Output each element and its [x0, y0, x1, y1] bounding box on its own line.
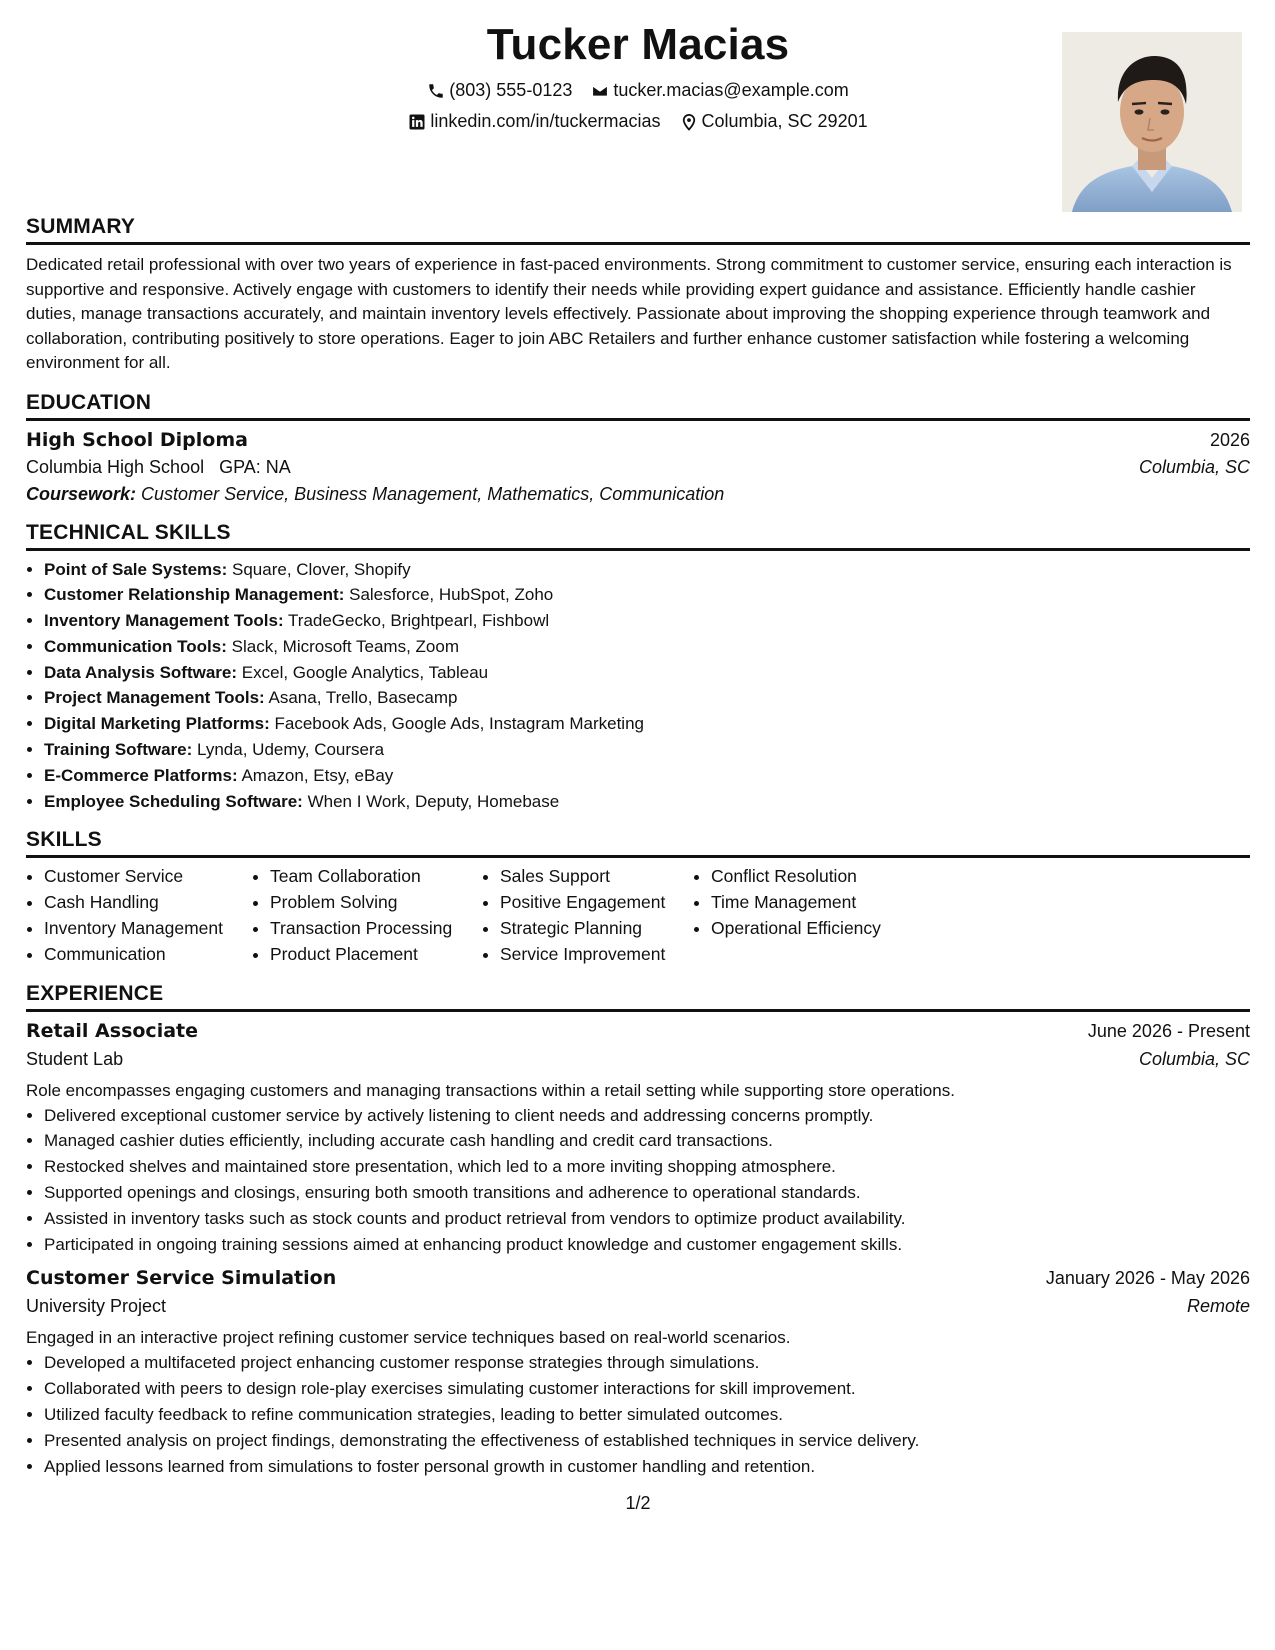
- list-item: • Developed a multifaceted project enhancing customer response strategies through simulations.: [44, 1350, 1250, 1376]
- job-entry: [26, 1020, 1250, 1258]
- job-description: Engaged in an interactive project refining customer service techniques based on real-world scenarios.: [26, 1328, 791, 1348]
- job-title: Retail Associate: [26, 1019, 199, 1042]
- list-item: [44, 737, 1250, 763]
- list-item: • Product Placement: [270, 942, 482, 968]
- list-item: • Inventory Management: [44, 916, 252, 942]
- job-org-row: [26, 1296, 1250, 1317]
- list-item: • Assisted in inventory tasks such as stock counts and product retrieval from vendors to optimize product availability.: [44, 1206, 1250, 1232]
- phone-icon: [427, 82, 445, 100]
- technical-skills-section: [26, 521, 1250, 815]
- job-org-row: [26, 1049, 1250, 1070]
- skill-label: E-Commerce Platforms:: [44, 765, 238, 785]
- skill-label: Employee Scheduling Software:: [44, 791, 303, 811]
- skills-column-1: [26, 864, 252, 967]
- skill-value: Excel, Google Analytics, Tableau: [241, 662, 489, 682]
- list-item: • Restocked shelves and maintained store presentation, which led to a more inviting shopping atmosphere.: [44, 1154, 1250, 1180]
- envelope-icon: [591, 82, 609, 100]
- list-item: [44, 608, 1250, 634]
- phone-text: (803) 555-0123: [449, 80, 573, 100]
- technical-skills-heading: TECHNICAL SKILLS: [26, 521, 1250, 551]
- skill-label: Training Software:: [44, 740, 193, 760]
- skill-label: Digital Marketing Platforms:: [44, 714, 270, 734]
- skill-label: Communication Tools:: [44, 636, 227, 656]
- coursework-label: Coursework:: [26, 483, 137, 504]
- list-item: • Collaborated with peers to design role-play exercises simulating customer interactions for skill improvement.: [44, 1376, 1250, 1402]
- list-item: • Communication: [44, 942, 252, 968]
- list-item: • Utilized faculty feedback to refine communication strategies, leading to better simulated outcomes.: [44, 1402, 1250, 1428]
- education-row-2: [26, 457, 1250, 478]
- graduation-year: 2026: [1209, 429, 1250, 450]
- summary-text: Dedicated retail professional with over two years of experience in fast-paced environments. Strong commitment to customer service, ensuring each interaction is supportive and responsive. Actively engage with customers to identify their needs while providing expert guidance and assistance. Efficiently handle cashier duties, manage transactions accurately, and maintain inventory levels effectively. Passionate about improving the shopping experience through teamwork and collaboration, contributing positively to store operations. Eager to join ABC Retailers and further enhance customer satisfaction while fostering a welcoming environment for all.: [26, 255, 1232, 372]
- list-item: • Delivered exceptional customer service by actively listening to client needs and addressing concerns promptly.: [44, 1103, 1250, 1129]
- candidate-name: Tucker Macias: [486, 20, 790, 69]
- job-title-row: [26, 1020, 1250, 1042]
- email-contact[interactable]: [591, 80, 848, 101]
- summary-heading: SUMMARY: [26, 215, 1250, 245]
- list-item: • Cash Handling: [44, 890, 252, 916]
- skill-value: Facebook Ads, Google Ads, Instagram Marketing: [274, 714, 644, 734]
- coursework-text: Customer Service, Business Management, Mathematics, Communication: [141, 483, 725, 504]
- profile-photo: [1062, 32, 1242, 212]
- list-item: [44, 789, 1250, 815]
- skill-value: Slack, Microsoft Teams, Zoom: [231, 636, 459, 656]
- list-item: • Positive Engagement: [500, 890, 693, 916]
- skill-value: Salesforce, HubSpot, Zoho: [349, 585, 554, 605]
- job-description: Role encompasses engaging customers and managing transactions within a retail setting while supporting store operations.: [26, 1080, 955, 1100]
- list-item: [44, 557, 1250, 583]
- skill-label: Project Management Tools:: [44, 688, 265, 708]
- resume-page: [26, 0, 1250, 1650]
- coursework-line: [26, 484, 1250, 505]
- skill-label: Customer Relationship Management:: [44, 585, 345, 605]
- school-name: Columbia High School: [26, 456, 205, 477]
- skills-column-3: [482, 864, 693, 967]
- email-text: tucker.macias@example.com: [613, 80, 849, 100]
- list-item: • Participated in ongoing training sessions aimed at enhancing product knowledge and customer engagement skills.: [44, 1232, 1250, 1258]
- list-item: • Team Collaboration: [270, 864, 482, 890]
- degree: High School Diploma: [26, 428, 248, 451]
- job-location: Columbia, SC: [1138, 1048, 1250, 1069]
- list-item: • Sales Support: [500, 864, 693, 890]
- location-contact: [680, 111, 868, 132]
- list-item: [44, 582, 1250, 608]
- job-bullets: [26, 1103, 1250, 1258]
- job-bullets: [26, 1350, 1250, 1479]
- list-item: • Managed cashier duties efficiently, including accurate cash handling and credit card transactions.: [44, 1128, 1250, 1154]
- list-item: • Customer Service: [44, 864, 252, 890]
- summary-section: [26, 215, 1250, 376]
- job-entry: [26, 1267, 1250, 1479]
- experience-section: [26, 982, 1250, 1480]
- list-item: [44, 634, 1250, 660]
- list-item: • Service Improvement: [500, 942, 693, 968]
- list-item: • Presented analysis on project findings, demonstrating the effectiveness of established techniques in service delivery.: [44, 1428, 1250, 1454]
- skill-value: When I Work, Deputy, Homebase: [307, 791, 560, 811]
- technical-skills-list: [26, 557, 1250, 815]
- list-item: • Operational Efficiency: [711, 916, 951, 942]
- skill-value: TradeGecko, Brightpearl, Fishbowl: [288, 611, 550, 631]
- list-item: • Strategic Planning: [500, 916, 693, 942]
- skills-section: [26, 828, 1250, 967]
- page-number: 1/2: [625, 1493, 651, 1513]
- list-item: • Conflict Resolution: [711, 864, 951, 890]
- school-location: Columbia, SC: [1138, 456, 1250, 477]
- education-heading: EDUCATION: [26, 391, 1250, 421]
- skills-grid: [26, 864, 1250, 967]
- list-item: • Problem Solving: [270, 890, 482, 916]
- list-item: • Supported openings and closings, ensuring both smooth transitions and adherence to operational standards.: [44, 1180, 1250, 1206]
- job-dates: June 2026 - Present: [1087, 1020, 1250, 1041]
- job-org: University Project: [26, 1296, 167, 1317]
- skill-label: Data Analysis Software:: [44, 662, 238, 682]
- skill-value: Lynda, Udemy, Coursera: [197, 740, 385, 760]
- list-item: • Applied lessons learned from simulations to foster personal growth in customer handling and retention.: [44, 1454, 1250, 1480]
- list-item: [44, 763, 1250, 789]
- experience-heading: EXPERIENCE: [26, 982, 1250, 1012]
- list-item: [44, 711, 1250, 737]
- list-item: • Transaction Processing: [270, 916, 482, 942]
- gpa: GPA: NA: [219, 456, 291, 477]
- resume-header: [26, 0, 1250, 215]
- list-item: [44, 660, 1250, 686]
- school-line: [26, 457, 291, 478]
- job-org: Student Lab: [26, 1048, 124, 1069]
- linkedin-text: linkedin.com/in/tuckermacias: [430, 111, 661, 131]
- list-item: [44, 685, 1250, 711]
- job-location: Remote: [1186, 1296, 1250, 1317]
- skill-value: Amazon, Etsy, eBay: [241, 765, 394, 785]
- linkedin-icon: [408, 113, 426, 131]
- skills-heading: SKILLS: [26, 828, 1250, 858]
- skill-value: Asana, Trello, Basecamp: [268, 688, 458, 708]
- skill-label: Inventory Management Tools:: [44, 611, 284, 631]
- map-pin-icon: [680, 113, 698, 131]
- skill-value: Square, Clover, Shopify: [232, 559, 411, 579]
- job-dates: January 2026 - May 2026: [1045, 1268, 1250, 1289]
- linkedin-contact[interactable]: [408, 111, 660, 132]
- education-row-1: [26, 429, 1250, 451]
- list-item: • Time Management: [711, 890, 951, 916]
- location-text: Columbia, SC 29201: [701, 111, 868, 131]
- skills-column-2: [252, 864, 482, 967]
- job-title: Customer Service Simulation: [26, 1267, 337, 1290]
- education-section: [26, 391, 1250, 505]
- skill-label: Point of Sale Systems:: [44, 559, 228, 579]
- job-title-row: [26, 1267, 1250, 1289]
- skills-column-4: [693, 864, 951, 967]
- phone-contact: [427, 80, 572, 101]
